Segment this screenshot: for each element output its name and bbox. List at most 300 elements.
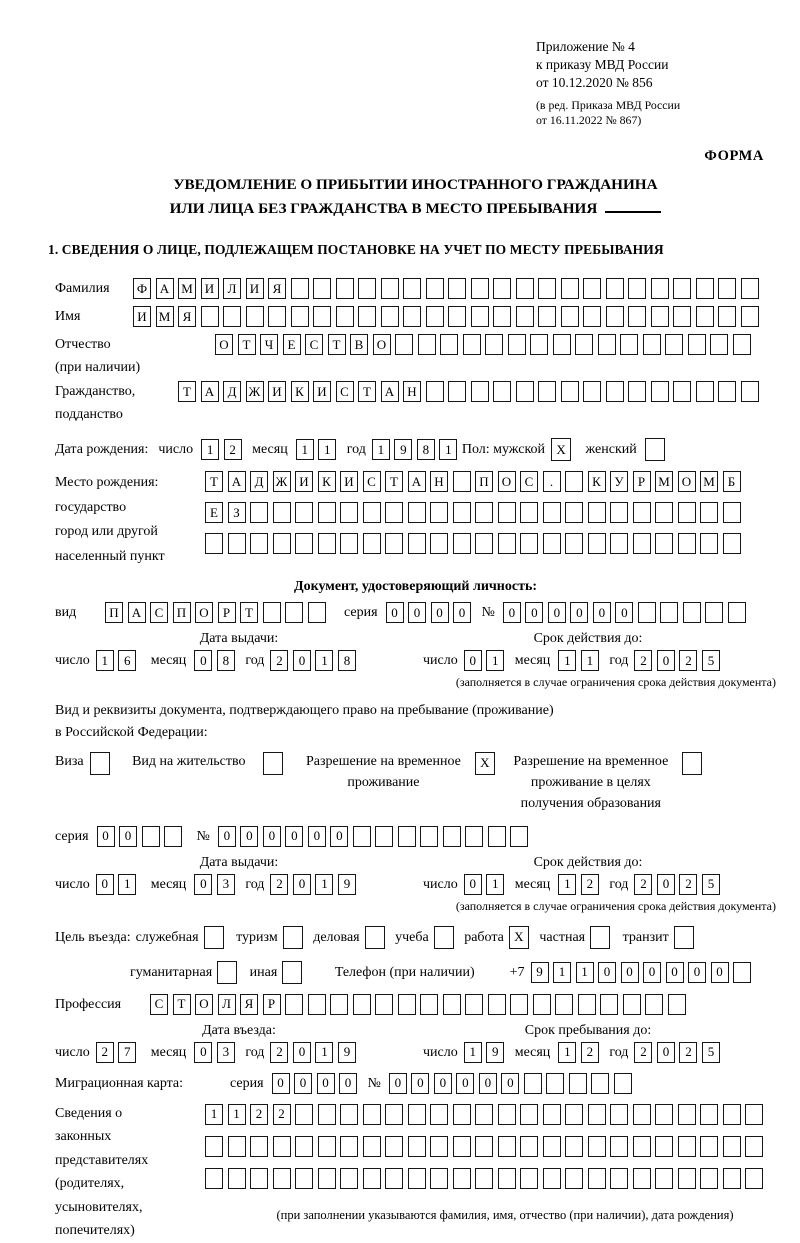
- char-cell[interactable]: [553, 334, 571, 355]
- char-cell[interactable]: [365, 926, 385, 949]
- char-cell[interactable]: Д: [223, 381, 241, 402]
- char-cell[interactable]: 0: [194, 650, 212, 671]
- char-cell[interactable]: 1: [315, 874, 333, 895]
- char-cell[interactable]: [520, 502, 538, 523]
- char-cell[interactable]: [723, 502, 741, 523]
- char-cell[interactable]: [543, 502, 561, 523]
- char-cell[interactable]: [655, 1104, 673, 1125]
- char-cell[interactable]: 3: [217, 1042, 235, 1063]
- char-cell[interactable]: Ж: [246, 381, 264, 402]
- char-cell[interactable]: [655, 1168, 673, 1189]
- char-cell[interactable]: X: [475, 752, 495, 775]
- char-cell[interactable]: 0: [408, 602, 426, 623]
- char-cell[interactable]: [655, 1136, 673, 1157]
- char-cell[interactable]: У: [610, 471, 628, 492]
- char-cell[interactable]: [465, 826, 483, 847]
- char-cell[interactable]: [430, 1104, 448, 1125]
- char-cell[interactable]: [250, 502, 268, 523]
- char-cell[interactable]: [453, 1136, 471, 1157]
- char-cell[interactable]: 2: [224, 439, 242, 460]
- char-cell[interactable]: Т: [173, 994, 191, 1015]
- char-cell[interactable]: [498, 1168, 516, 1189]
- char-cell[interactable]: [223, 306, 241, 327]
- char-cell[interactable]: [700, 1168, 718, 1189]
- char-cell[interactable]: [426, 381, 444, 402]
- char-cell[interactable]: [434, 926, 454, 949]
- char-cell[interactable]: Л: [218, 994, 236, 1015]
- char-cell[interactable]: [543, 1136, 561, 1157]
- char-cell[interactable]: [555, 994, 573, 1015]
- char-cell[interactable]: [578, 994, 596, 1015]
- char-cell[interactable]: [565, 502, 583, 523]
- char-cell[interactable]: 2: [581, 1042, 599, 1063]
- char-cell[interactable]: О: [373, 334, 391, 355]
- char-cell[interactable]: О: [195, 994, 213, 1015]
- char-cell[interactable]: [645, 438, 665, 461]
- char-cell[interactable]: [465, 994, 483, 1015]
- char-cell[interactable]: 0: [503, 602, 521, 623]
- char-cell[interactable]: [493, 278, 511, 299]
- char-cell[interactable]: [313, 306, 331, 327]
- char-cell[interactable]: [408, 1168, 426, 1189]
- char-cell[interactable]: 0: [453, 602, 471, 623]
- char-cell[interactable]: [655, 502, 673, 523]
- char-cell[interactable]: [471, 278, 489, 299]
- char-cell[interactable]: П: [173, 602, 191, 623]
- char-cell[interactable]: 0: [666, 962, 684, 983]
- char-cell[interactable]: Е: [205, 502, 223, 523]
- char-cell[interactable]: [678, 1136, 696, 1157]
- char-cell[interactable]: 0: [657, 1042, 675, 1063]
- char-cell[interactable]: X: [551, 438, 571, 461]
- char-cell[interactable]: [353, 826, 371, 847]
- char-cell[interactable]: [633, 1104, 651, 1125]
- char-cell[interactable]: [217, 961, 237, 984]
- char-cell[interactable]: 2: [270, 1042, 288, 1063]
- char-cell[interactable]: Т: [205, 471, 223, 492]
- char-cell[interactable]: [488, 826, 506, 847]
- char-cell[interactable]: 8: [338, 650, 356, 671]
- char-cell[interactable]: [583, 306, 601, 327]
- char-cell[interactable]: [363, 533, 381, 554]
- char-cell[interactable]: [588, 533, 606, 554]
- char-cell[interactable]: [710, 334, 728, 355]
- char-cell[interactable]: [228, 533, 246, 554]
- char-cell[interactable]: 2: [634, 1042, 652, 1063]
- char-cell[interactable]: Е: [283, 334, 301, 355]
- char-cell[interactable]: 0: [293, 874, 311, 895]
- char-cell[interactable]: О: [498, 471, 516, 492]
- char-cell[interactable]: [340, 1136, 358, 1157]
- char-cell[interactable]: 1: [558, 874, 576, 895]
- char-cell[interactable]: 0: [657, 650, 675, 671]
- char-cell[interactable]: [453, 471, 471, 492]
- char-cell[interactable]: [674, 926, 694, 949]
- char-cell[interactable]: [723, 1104, 741, 1125]
- char-cell[interactable]: [728, 602, 746, 623]
- char-cell[interactable]: [538, 278, 556, 299]
- char-cell[interactable]: [678, 502, 696, 523]
- char-cell[interactable]: [718, 278, 736, 299]
- char-cell[interactable]: [718, 381, 736, 402]
- char-cell[interactable]: С: [336, 381, 354, 402]
- char-cell[interactable]: 9: [394, 439, 412, 460]
- char-cell[interactable]: С: [363, 471, 381, 492]
- char-cell[interactable]: [520, 1104, 538, 1125]
- char-cell[interactable]: Ж: [273, 471, 291, 492]
- char-cell[interactable]: [498, 502, 516, 523]
- char-cell[interactable]: [508, 334, 526, 355]
- char-cell[interactable]: 0: [96, 874, 114, 895]
- char-cell[interactable]: О: [215, 334, 233, 355]
- char-cell[interactable]: 1: [118, 874, 136, 895]
- char-cell[interactable]: [250, 1168, 268, 1189]
- char-cell[interactable]: [660, 602, 678, 623]
- char-cell[interactable]: 2: [634, 650, 652, 671]
- char-cell[interactable]: [273, 533, 291, 554]
- char-cell[interactable]: 0: [97, 826, 115, 847]
- char-cell[interactable]: [263, 752, 283, 775]
- char-cell[interactable]: [510, 826, 528, 847]
- char-cell[interactable]: 2: [273, 1104, 291, 1125]
- char-cell[interactable]: [620, 334, 638, 355]
- char-cell[interactable]: [420, 994, 438, 1015]
- char-cell[interactable]: Ф: [133, 278, 151, 299]
- char-cell[interactable]: 0: [593, 602, 611, 623]
- char-cell[interactable]: [385, 533, 403, 554]
- char-cell[interactable]: [543, 533, 561, 554]
- char-cell[interactable]: [142, 826, 160, 847]
- char-cell[interactable]: [246, 306, 264, 327]
- char-cell[interactable]: [498, 1104, 516, 1125]
- char-cell[interactable]: [295, 1168, 313, 1189]
- char-cell[interactable]: [408, 1136, 426, 1157]
- char-cell[interactable]: 1: [96, 650, 114, 671]
- char-cell[interactable]: К: [318, 471, 336, 492]
- char-cell[interactable]: 0: [330, 826, 348, 847]
- char-cell[interactable]: [628, 306, 646, 327]
- char-cell[interactable]: [673, 381, 691, 402]
- char-cell[interactable]: [516, 306, 534, 327]
- char-cell[interactable]: [408, 1104, 426, 1125]
- char-cell[interactable]: [340, 1104, 358, 1125]
- char-cell[interactable]: [295, 502, 313, 523]
- char-cell[interactable]: А: [228, 471, 246, 492]
- char-cell[interactable]: [295, 1136, 313, 1157]
- char-cell[interactable]: 0: [525, 602, 543, 623]
- char-cell[interactable]: [403, 306, 421, 327]
- char-cell[interactable]: С: [305, 334, 323, 355]
- char-cell[interactable]: [430, 502, 448, 523]
- char-cell[interactable]: [336, 278, 354, 299]
- char-cell[interactable]: 2: [581, 874, 599, 895]
- char-cell[interactable]: [583, 278, 601, 299]
- char-cell[interactable]: [569, 1073, 587, 1094]
- char-cell[interactable]: И: [201, 278, 219, 299]
- char-cell[interactable]: 1: [318, 439, 336, 460]
- char-cell[interactable]: [668, 994, 686, 1015]
- char-cell[interactable]: [363, 1168, 381, 1189]
- char-cell[interactable]: Т: [178, 381, 196, 402]
- char-cell[interactable]: К: [588, 471, 606, 492]
- char-cell[interactable]: [733, 962, 751, 983]
- char-cell[interactable]: Т: [385, 471, 403, 492]
- char-cell[interactable]: [718, 306, 736, 327]
- char-cell[interactable]: [546, 1073, 564, 1094]
- char-cell[interactable]: [696, 381, 714, 402]
- char-cell[interactable]: [488, 994, 506, 1015]
- char-cell[interactable]: [471, 381, 489, 402]
- char-cell[interactable]: [268, 306, 286, 327]
- char-cell[interactable]: 0: [218, 826, 236, 847]
- char-cell[interactable]: 1: [201, 439, 219, 460]
- char-cell[interactable]: С: [150, 602, 168, 623]
- char-cell[interactable]: Ч: [260, 334, 278, 355]
- char-cell[interactable]: [475, 533, 493, 554]
- char-cell[interactable]: [678, 533, 696, 554]
- char-cell[interactable]: [530, 334, 548, 355]
- char-cell[interactable]: 2: [96, 1042, 114, 1063]
- char-cell[interactable]: [614, 1073, 632, 1094]
- char-cell[interactable]: [561, 381, 579, 402]
- char-cell[interactable]: Я: [240, 994, 258, 1015]
- char-cell[interactable]: 1: [558, 1042, 576, 1063]
- char-cell[interactable]: [583, 381, 601, 402]
- char-cell[interactable]: [395, 334, 413, 355]
- char-cell[interactable]: [700, 502, 718, 523]
- char-cell[interactable]: [700, 1104, 718, 1125]
- char-cell[interactable]: [228, 1168, 246, 1189]
- char-cell[interactable]: [358, 306, 376, 327]
- char-cell[interactable]: 1: [296, 439, 314, 460]
- char-cell[interactable]: Т: [240, 602, 258, 623]
- char-cell[interactable]: А: [201, 381, 219, 402]
- char-cell[interactable]: [610, 1136, 628, 1157]
- char-cell[interactable]: [475, 1168, 493, 1189]
- char-cell[interactable]: 0: [464, 650, 482, 671]
- char-cell[interactable]: [282, 961, 302, 984]
- char-cell[interactable]: [565, 1104, 583, 1125]
- char-cell[interactable]: [453, 533, 471, 554]
- char-cell[interactable]: [673, 278, 691, 299]
- char-cell[interactable]: [633, 502, 651, 523]
- char-cell[interactable]: 5: [702, 874, 720, 895]
- char-cell[interactable]: [516, 381, 534, 402]
- char-cell[interactable]: [733, 334, 751, 355]
- char-cell[interactable]: Я: [268, 278, 286, 299]
- char-cell[interactable]: Н: [430, 471, 448, 492]
- char-cell[interactable]: [520, 533, 538, 554]
- char-cell[interactable]: 0: [570, 602, 588, 623]
- char-cell[interactable]: [385, 502, 403, 523]
- char-cell[interactable]: [398, 826, 416, 847]
- char-cell[interactable]: 0: [308, 826, 326, 847]
- char-cell[interactable]: 0: [411, 1073, 429, 1094]
- char-cell[interactable]: [336, 306, 354, 327]
- char-cell[interactable]: [651, 278, 669, 299]
- char-cell[interactable]: [475, 502, 493, 523]
- char-cell[interactable]: [330, 994, 348, 1015]
- char-cell[interactable]: 0: [431, 602, 449, 623]
- char-cell[interactable]: И: [313, 381, 331, 402]
- char-cell[interactable]: [381, 278, 399, 299]
- char-cell[interactable]: [606, 381, 624, 402]
- char-cell[interactable]: [520, 1168, 538, 1189]
- char-cell[interactable]: [643, 334, 661, 355]
- char-cell[interactable]: [633, 533, 651, 554]
- char-cell[interactable]: [610, 1104, 628, 1125]
- char-cell[interactable]: 0: [293, 650, 311, 671]
- char-cell[interactable]: [700, 533, 718, 554]
- char-cell[interactable]: 0: [386, 602, 404, 623]
- char-cell[interactable]: [90, 752, 110, 775]
- char-cell[interactable]: Р: [633, 471, 651, 492]
- char-cell[interactable]: [655, 533, 673, 554]
- char-cell[interactable]: 1: [315, 650, 333, 671]
- char-cell[interactable]: О: [678, 471, 696, 492]
- char-cell[interactable]: [283, 926, 303, 949]
- char-cell[interactable]: [638, 602, 656, 623]
- char-cell[interactable]: [493, 381, 511, 402]
- char-cell[interactable]: [385, 1168, 403, 1189]
- char-cell[interactable]: 0: [501, 1073, 519, 1094]
- char-cell[interactable]: Н: [403, 381, 421, 402]
- char-cell[interactable]: 8: [217, 650, 235, 671]
- char-cell[interactable]: [683, 602, 701, 623]
- char-cell[interactable]: [385, 1136, 403, 1157]
- char-cell[interactable]: [340, 533, 358, 554]
- char-cell[interactable]: [295, 533, 313, 554]
- char-cell[interactable]: [443, 826, 461, 847]
- char-cell[interactable]: [741, 381, 759, 402]
- char-cell[interactable]: И: [268, 381, 286, 402]
- char-cell[interactable]: [610, 533, 628, 554]
- char-cell[interactable]: Д: [250, 471, 268, 492]
- char-cell[interactable]: З: [228, 502, 246, 523]
- char-cell[interactable]: 2: [634, 874, 652, 895]
- char-cell[interactable]: М: [156, 306, 174, 327]
- char-cell[interactable]: [420, 826, 438, 847]
- char-cell[interactable]: [443, 994, 461, 1015]
- char-cell[interactable]: [565, 1168, 583, 1189]
- char-cell[interactable]: [205, 1168, 223, 1189]
- char-cell[interactable]: [403, 278, 421, 299]
- char-cell[interactable]: [606, 278, 624, 299]
- char-cell[interactable]: [375, 994, 393, 1015]
- char-cell[interactable]: 9: [486, 1042, 504, 1063]
- char-cell[interactable]: [353, 994, 371, 1015]
- char-cell[interactable]: [385, 1104, 403, 1125]
- char-cell[interactable]: [633, 1168, 651, 1189]
- char-cell[interactable]: П: [105, 602, 123, 623]
- char-cell[interactable]: [682, 752, 702, 775]
- char-cell[interactable]: [291, 306, 309, 327]
- char-cell[interactable]: [510, 994, 528, 1015]
- char-cell[interactable]: [340, 1168, 358, 1189]
- char-cell[interactable]: [471, 306, 489, 327]
- char-cell[interactable]: [228, 1136, 246, 1157]
- char-cell[interactable]: 0: [615, 602, 633, 623]
- char-cell[interactable]: [426, 306, 444, 327]
- char-cell[interactable]: С: [520, 471, 538, 492]
- char-cell[interactable]: 1: [581, 650, 599, 671]
- char-cell[interactable]: 0: [548, 602, 566, 623]
- char-cell[interactable]: [745, 1136, 763, 1157]
- char-cell[interactable]: [696, 278, 714, 299]
- char-cell[interactable]: [295, 1104, 313, 1125]
- char-cell[interactable]: 1: [576, 962, 594, 983]
- char-cell[interactable]: [363, 502, 381, 523]
- char-cell[interactable]: [700, 1136, 718, 1157]
- char-cell[interactable]: .: [543, 471, 561, 492]
- char-cell[interactable]: К: [291, 381, 309, 402]
- char-cell[interactable]: [628, 381, 646, 402]
- char-cell[interactable]: [398, 994, 416, 1015]
- char-cell[interactable]: 0: [263, 826, 281, 847]
- char-cell[interactable]: 0: [479, 1073, 497, 1094]
- char-cell[interactable]: 1: [486, 874, 504, 895]
- char-cell[interactable]: 0: [657, 874, 675, 895]
- char-cell[interactable]: 0: [240, 826, 258, 847]
- char-cell[interactable]: [588, 1168, 606, 1189]
- char-cell[interactable]: [623, 994, 641, 1015]
- char-cell[interactable]: [308, 994, 326, 1015]
- char-cell[interactable]: [475, 1104, 493, 1125]
- char-cell[interactable]: [313, 278, 331, 299]
- char-cell[interactable]: Т: [328, 334, 346, 355]
- char-cell[interactable]: [285, 994, 303, 1015]
- char-cell[interactable]: И: [340, 471, 358, 492]
- char-cell[interactable]: [318, 1136, 336, 1157]
- char-cell[interactable]: [448, 306, 466, 327]
- char-cell[interactable]: [204, 926, 224, 949]
- char-cell[interactable]: [363, 1136, 381, 1157]
- char-cell[interactable]: [205, 1136, 223, 1157]
- char-cell[interactable]: 0: [598, 962, 616, 983]
- char-cell[interactable]: [440, 334, 458, 355]
- char-cell[interactable]: 2: [270, 874, 288, 895]
- char-cell[interactable]: [598, 334, 616, 355]
- char-cell[interactable]: Т: [358, 381, 376, 402]
- char-cell[interactable]: [453, 502, 471, 523]
- char-cell[interactable]: Б: [723, 471, 741, 492]
- char-cell[interactable]: 5: [702, 1042, 720, 1063]
- char-cell[interactable]: А: [408, 471, 426, 492]
- char-cell[interactable]: [164, 826, 182, 847]
- char-cell[interactable]: [543, 1104, 561, 1125]
- char-cell[interactable]: [723, 533, 741, 554]
- char-cell[interactable]: 0: [434, 1073, 452, 1094]
- char-cell[interactable]: 0: [464, 874, 482, 895]
- char-cell[interactable]: А: [156, 278, 174, 299]
- char-cell[interactable]: 0: [272, 1073, 290, 1094]
- char-cell[interactable]: 0: [294, 1073, 312, 1094]
- char-cell[interactable]: [448, 278, 466, 299]
- char-cell[interactable]: В: [350, 334, 368, 355]
- char-cell[interactable]: 8: [417, 439, 435, 460]
- char-cell[interactable]: [600, 994, 618, 1015]
- char-cell[interactable]: А: [128, 602, 146, 623]
- char-cell[interactable]: 1: [553, 962, 571, 983]
- char-cell[interactable]: 1: [486, 650, 504, 671]
- char-cell[interactable]: [575, 334, 593, 355]
- char-cell[interactable]: [745, 1104, 763, 1125]
- char-cell[interactable]: 0: [194, 1042, 212, 1063]
- char-cell[interactable]: [610, 502, 628, 523]
- char-cell[interactable]: 6: [118, 650, 136, 671]
- char-cell[interactable]: [723, 1168, 741, 1189]
- char-cell[interactable]: [201, 306, 219, 327]
